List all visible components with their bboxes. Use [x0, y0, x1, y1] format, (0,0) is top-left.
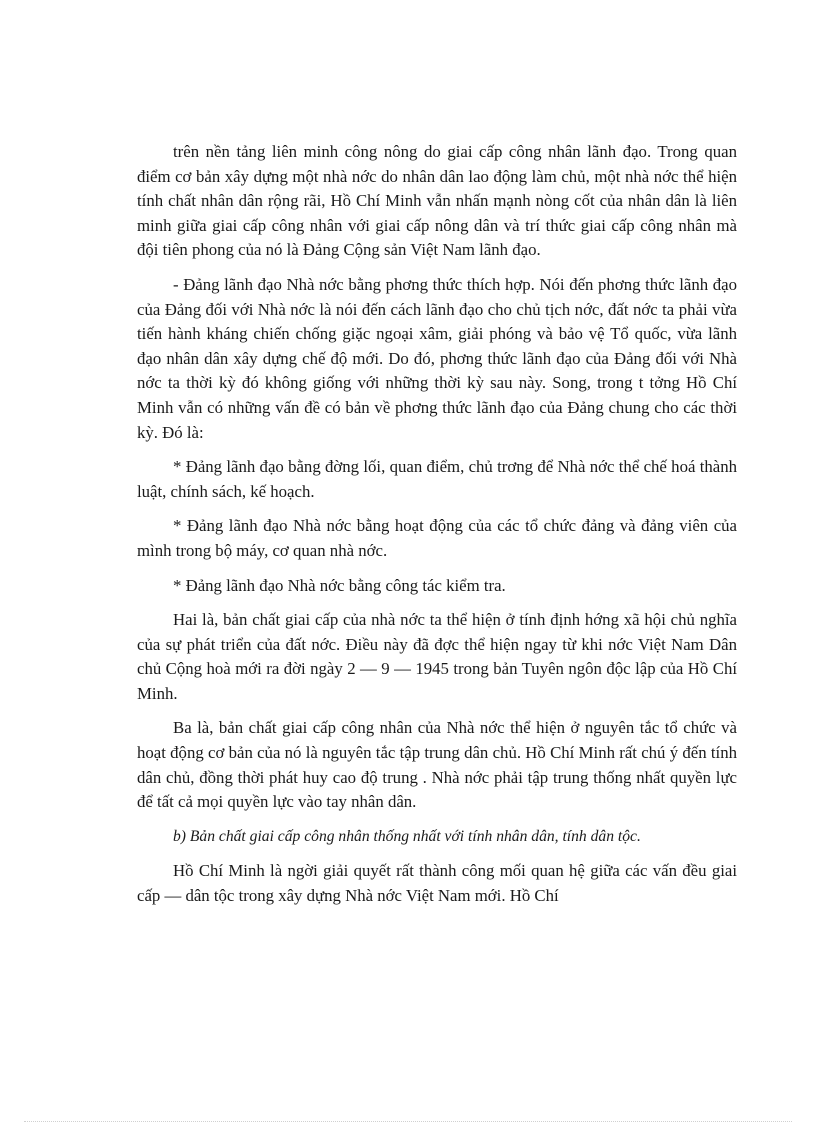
bullet-party-organizations: * Đảng lãnh đạo Nhà nớc bằng hoạt động của các tổ chức đảng và đảng viên của mình trong bộ máy, cơ quan nhà nớc.: [137, 516, 737, 560]
paragraph-final: Hồ Chí Minh là ngời giải quyết rất thành công mối quan hệ giữa các vấn đều giai cấp — dân tộc trong xây dựng Nhà nớc Việt Nam mới. Hồ Chí: [137, 861, 737, 906]
bullet-party-inspection: * Đảng lãnh đạo Nhà nớc bằng công tác kiểm tra.: [173, 575, 506, 595]
section-subheading: b) Bản chất giai cấp công nhân thống nhất với tính nhân dân, tính dân tộc.: [173, 827, 641, 845]
page-bottom-divider: [24, 1121, 792, 1122]
paragraph-third-point: Ba là, bản chất giai cấp công nhân của Nhà nớc thể hiện ở nguyên tắc tổ chức và hoạt động cơ bản của nó là nguyên tắc tập trung dân chủ. Hồ Chí Minh rất chú ý đến tính dân chủ, đồng thời phát huy cao độ trung . Nhà nớc phải tập trung thống nhất quyền lực để tất cả mọi quyền lực vào tay nhân dân.: [137, 718, 737, 812]
bullet-party-line: * Đảng lãnh đạo bằng đờng lối, quan điểm, chủ trơng để Nhà nớc thể chế hoá thành luật, chính sách, kế hoạch.: [137, 457, 737, 501]
paragraph-second-point: Hai là, bản chất giai cấp của nhà nớc ta thể hiện ở tính định hớng xã hội chủ nghĩa của sự phát triển của đất nớc. Điều này đã đợc thể hiện ngay từ khi nớc Việt Nam Dân chủ Cộng hoà mới ra đời ngày 2 — 9 — 1945 trong bản Tuyên ngôn độc lập của Hồ Chí Minh.: [137, 610, 737, 703]
paragraph-worker-peasant-alliance: trên nền tảng liên minh công nông do giai cấp công nhân lãnh đạo. Trong quan điểm cơ bản xây dựng một nhà nớc do nhân dân lao động làm chủ, một nhà nớc thể hiện tính chất nhân dân rộng rãi, Hồ Chí Minh vẫn nhấn mạnh nòng cốt của nhân dân là liên minh giữa giai cấp công nhân với giai cấp nông dân và trí thức giai cấp công nhân mà đội tiên phong của nó là Đảng Cộng sản Việt Nam lãnh đạo.: [137, 142, 737, 260]
paragraph-party-leadership-method: - Đảng lãnh đạo Nhà nớc bằng phơng thức thích hợp. Nói đến phơng thức lãnh đạo của Đảng đối với Nhà nớc là nói đến cách lãnh đạo cho chủ tịch nớc, đất nớc ta phải vừa tiến hành kháng chiến chống giặc ngoại xâm, giải phóng và bảo vệ Tổ quốc, vừa lãnh đạo nhân dân xây dựng chế độ mới. Do đó, phơng thức lãnh đạo của Đảng đối với Nhà nớc ta thời kỳ đó không giống với những thời kỳ sau này. Song, trong t tởng Hồ Chí Minh vẫn có những vấn đề có bản về phơng thức lãnh đạo của Đảng chung cho các thời kỳ. Đó là:: [137, 274, 737, 442]
document-body: [137, 140, 737, 919]
